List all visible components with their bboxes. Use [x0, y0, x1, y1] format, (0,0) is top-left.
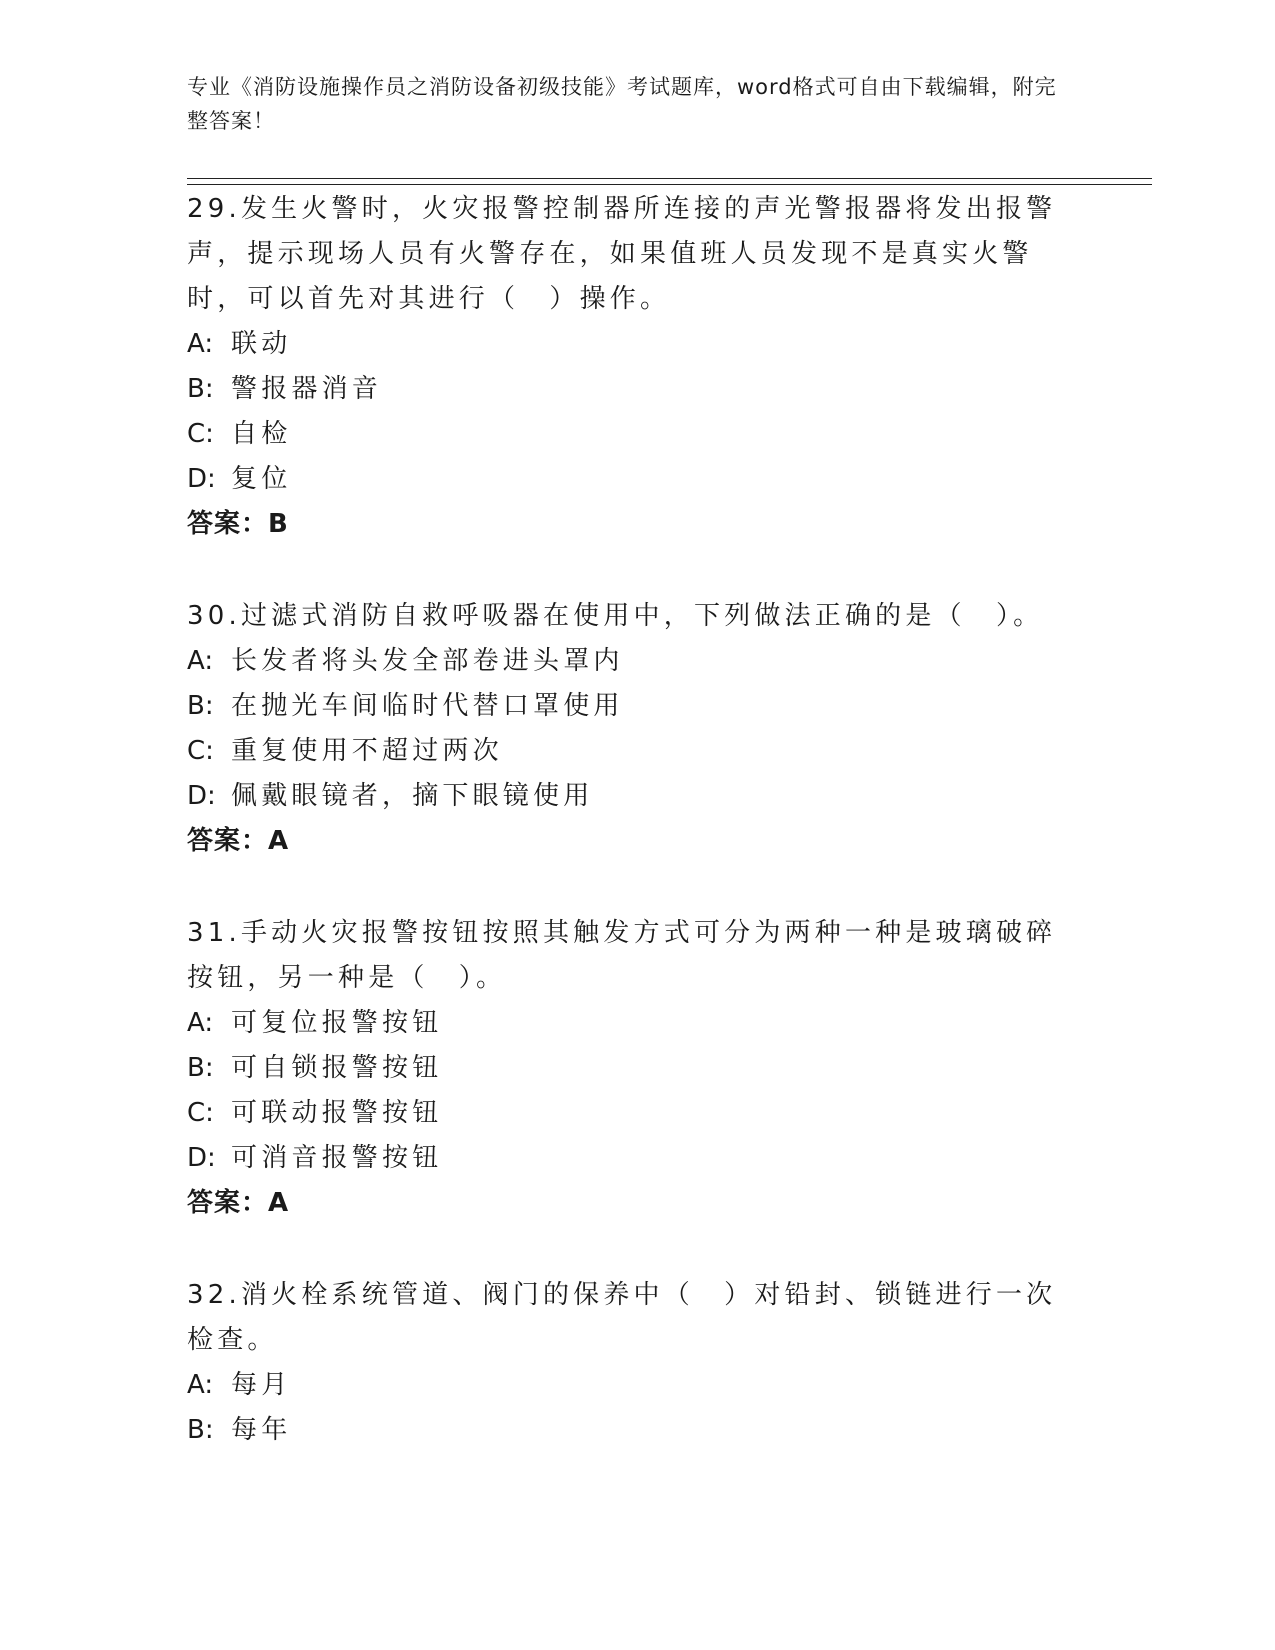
document-header: 专业《消防设施操作员之消防设备初级技能》考试题库，word格式可自由下载编辑，附完整答案！ — [187, 75, 1057, 133]
option-text: 自检 — [231, 419, 292, 449]
option-a — [187, 639, 1087, 684]
question-stem: 29.发生火警时，火灾报警控制器所连接的声光警报器将发出报警声，提示现场人员有火警存在，如果值班人员发现不是真实火警时，可以首先对其进行（ ）操作。 — [187, 194, 1057, 314]
option-text: 每月 — [231, 1370, 292, 1400]
option-text: 联动 — [231, 329, 292, 359]
option-b — [187, 1408, 1087, 1453]
option-text: 可联动报警按钮 — [231, 1098, 443, 1128]
question-32 — [187, 1273, 1087, 1453]
option-key: A: — [187, 329, 214, 359]
option-text: 复位 — [231, 464, 292, 494]
option-key: D: — [187, 781, 216, 811]
option-text: 在抛光车间临时代替口罩使用 — [231, 691, 624, 721]
answer: 答案：B — [187, 509, 289, 539]
option-a — [187, 1001, 1087, 1046]
option-key: B: — [187, 1415, 214, 1445]
option-a — [187, 1363, 1087, 1408]
option-key: C: — [187, 419, 214, 449]
question-30 — [187, 594, 1087, 864]
option-key: B: — [187, 1053, 214, 1083]
option-text: 每年 — [231, 1415, 292, 1445]
option-text: 长发者将头发全部卷进头罩内 — [231, 646, 624, 676]
option-key: A: — [187, 1008, 214, 1038]
option-key: B: — [187, 691, 214, 721]
option-key: D: — [187, 1143, 216, 1173]
option-text: 可消音报警按钮 — [231, 1143, 443, 1173]
header-divider-top — [187, 178, 1152, 179]
option-d — [187, 1136, 1087, 1181]
question-31 — [187, 911, 1087, 1226]
option-b — [187, 1046, 1087, 1091]
option-key: D: — [187, 464, 216, 494]
option-a — [187, 322, 1087, 367]
option-text: 重复使用不超过两次 — [231, 736, 503, 766]
option-c — [187, 412, 1087, 457]
question-list — [187, 187, 1087, 1453]
option-key: C: — [187, 1098, 214, 1128]
option-b — [187, 684, 1087, 729]
option-d — [187, 774, 1087, 819]
question-stem: 31.手动火灾报警按钮按照其触发方式可分为两种一种是玻璃破碎按钮，另一种是（ ）。 — [187, 918, 1057, 993]
option-b — [187, 367, 1087, 412]
option-text: 佩戴眼镜者，摘下眼镜使用 — [231, 781, 594, 811]
answer: 答案：A — [187, 826, 290, 856]
option-d — [187, 457, 1087, 502]
question-29 — [187, 187, 1087, 547]
option-text: 可自锁报警按钮 — [231, 1053, 443, 1083]
option-key: A: — [187, 1370, 214, 1400]
option-text: 警报器消音 — [231, 374, 383, 404]
option-text: 可复位报警按钮 — [231, 1008, 443, 1038]
question-stem: 32.消火栓系统管道、阀门的保养中（ ）对铅封、锁链进行一次检查。 — [187, 1280, 1057, 1355]
option-c — [187, 1091, 1087, 1136]
answer: 答案：A — [187, 1188, 290, 1218]
header-divider-bottom — [187, 184, 1152, 185]
question-stem: 30.过滤式消防自救呼吸器在使用中，下列做法正确的是（ ）。 — [187, 601, 1044, 631]
option-key: B: — [187, 374, 214, 404]
option-key: A: — [187, 646, 214, 676]
option-key: C: — [187, 736, 214, 766]
option-c — [187, 729, 1087, 774]
